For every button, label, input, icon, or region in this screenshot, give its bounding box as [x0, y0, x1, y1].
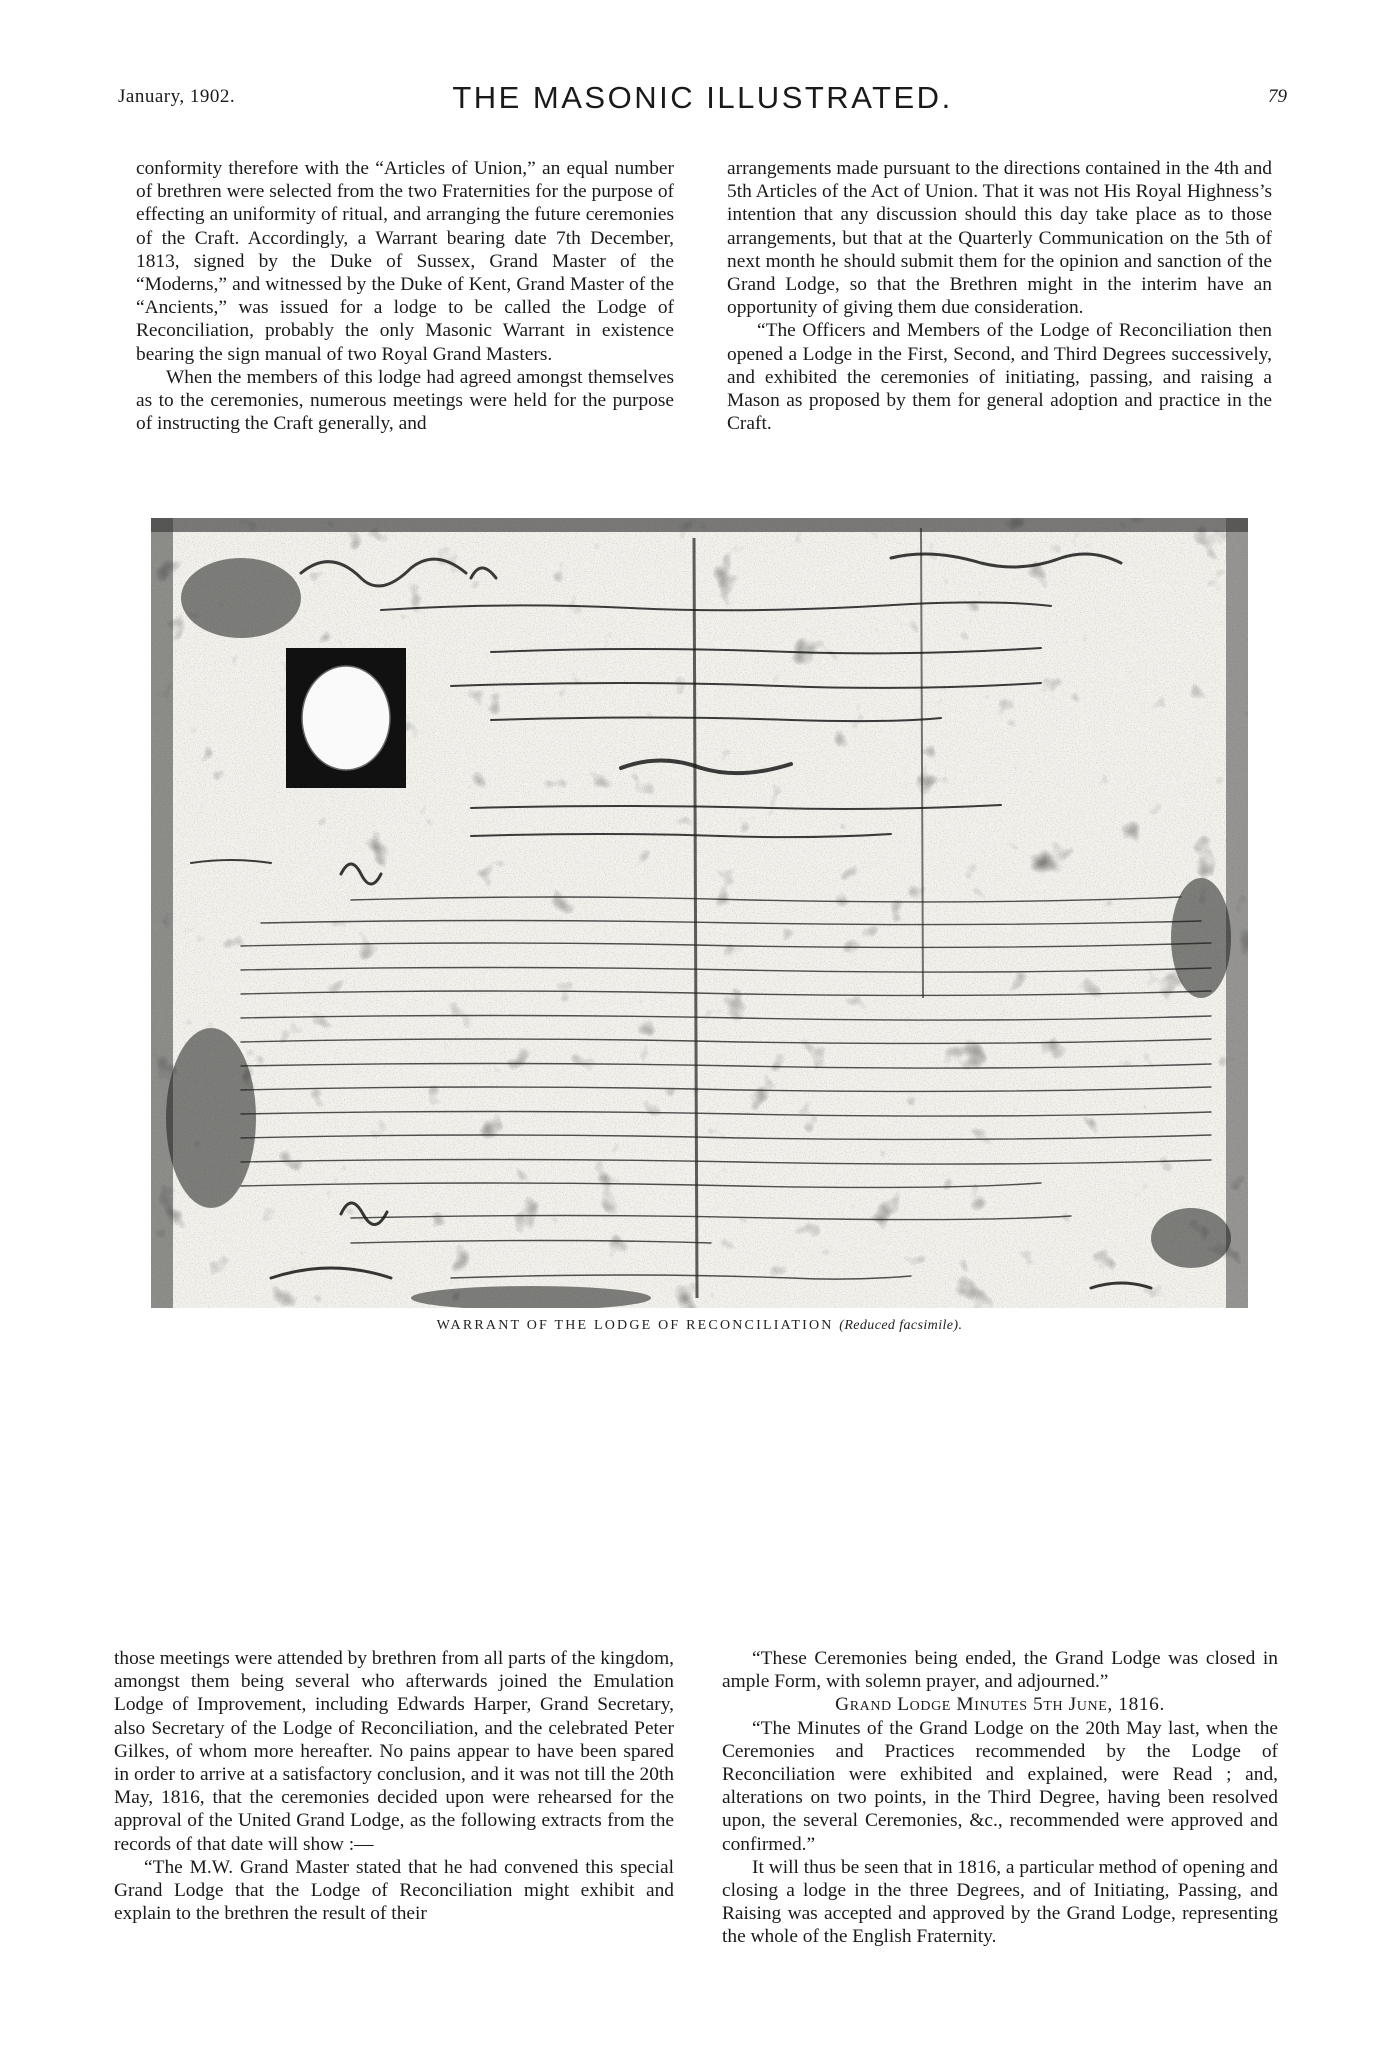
column-top-left — [136, 157, 674, 435]
paragraph: “The Minutes of the Grand Lodge on the 20th May last, when the Ceremonies and Practices recommended by the Lodge of Reconciliation were exhibited and explained, were Read ; and, alterations on two points, in the Third Degree, having been resolved upon, the several Ceremonies, &c., recommended were approved and confirmed.” — [722, 1717, 1278, 1855]
paragraph: “These Ceremonies being ended, the Grand Lodge was closed in ample Form, with solemn prayer, and adjourned.” — [722, 1648, 1278, 1693]
caption-title: WARRANT OF THE LODGE OF RECONCILIATION — [436, 1318, 834, 1333]
figure-caption — [151, 1318, 1248, 1334]
column-bottom-left — [114, 1647, 674, 1925]
issue-date: January, 1902. — [118, 86, 236, 107]
page-number: 79 — [1268, 86, 1287, 107]
paragraph: conformity therefore with the “Articles of Union,” an equal number of brethren were selected from the two Fraternities for the purpose of effecting an uniformity of ritual, and arranging the future ceremonies of the Craft. Accordingly, a Warrant bearing date 7th December, 1813, signed by the Duke of Sussex, Grand Master of the “Moderns,” and witnessed by the Duke of Kent, Grand Master of the “Ancients,” was issued for a lodge to be called the Lodge of Reconciliation, probably the only Masonic Warrant in existence bearing the sign manual of two Royal Grand Masters. — [136, 158, 674, 365]
paragraph: “The M.W. Grand Master stated that he had convened this special Grand Lodge that the Lodge of Reconciliation might exhibit and explain to the brethren the result of their — [114, 1856, 674, 1925]
warrant-facsimile-image — [151, 518, 1248, 1308]
column-bottom-right — [722, 1647, 1278, 1949]
minutes-heading: Grand Lodge Minutes 5th June, 1816. — [835, 1694, 1165, 1716]
caption-note: (Reduced facsimile). — [839, 1318, 963, 1333]
paragraph: those meetings were attended by brethren from all parts of the kingdom, amongst them being several who afterwards joined the Emulation Lodge of Improvement, including Edwards Harper, Grand Secretary, also Secretary of the Lodge of Reconciliation, and the celebrated Peter Gilkes, of whom more hereafter. No pains appear to have been spared in order to arrive at a satisfactory conclusion, and it was not till the 20th May, 1816, that the ceremonies decided upon were rehearsed for the approval of the United Grand Lodge, as the following extracts from the records of that date will show :— — [114, 1648, 675, 1855]
journal-title: THE MASONIC ILLUSTRATED. — [452, 80, 953, 115]
column-top-right — [727, 157, 1272, 435]
paragraph: “The Officers and Members of the Lodge of Reconciliation then opened a Lodge in the First, Second, and Third Degrees successively, and exhibited the ceremonies of initiating, passing, and raising a Mason as proposed by them for general adoption and practice in the Craft. — [727, 320, 1272, 435]
warrant-facsimile-drawing — [151, 518, 1248, 1308]
paragraph: arrangements made pursuant to the directions contained in the 4th and 5th Articles of the Act of Union. That it was not His Royal Highness’s intention that any discussion should this day take place as to those arrangements, but that at the Quarterly Communication on the 5th of next month he should submit them for the opinion and sanction of the Grand Lodge, so that the Brethren might in the interim have an opportunity of giving them due consideration. — [727, 158, 1272, 319]
paragraph: When the members of this lodge had agreed amongst themselves as to the ceremonies, numerous meetings were held for the purpose of instructing the Craft generally, and — [136, 366, 674, 435]
paragraph: It will thus be seen that in 1816, a particular method of opening and closing a lodge in the three Degrees, and of Initiating, Passing, and Raising was accepted and approved by the Grand Lodge, representing the whole of the English Fraternity. — [722, 1856, 1278, 1948]
running-head — [118, 80, 1287, 120]
